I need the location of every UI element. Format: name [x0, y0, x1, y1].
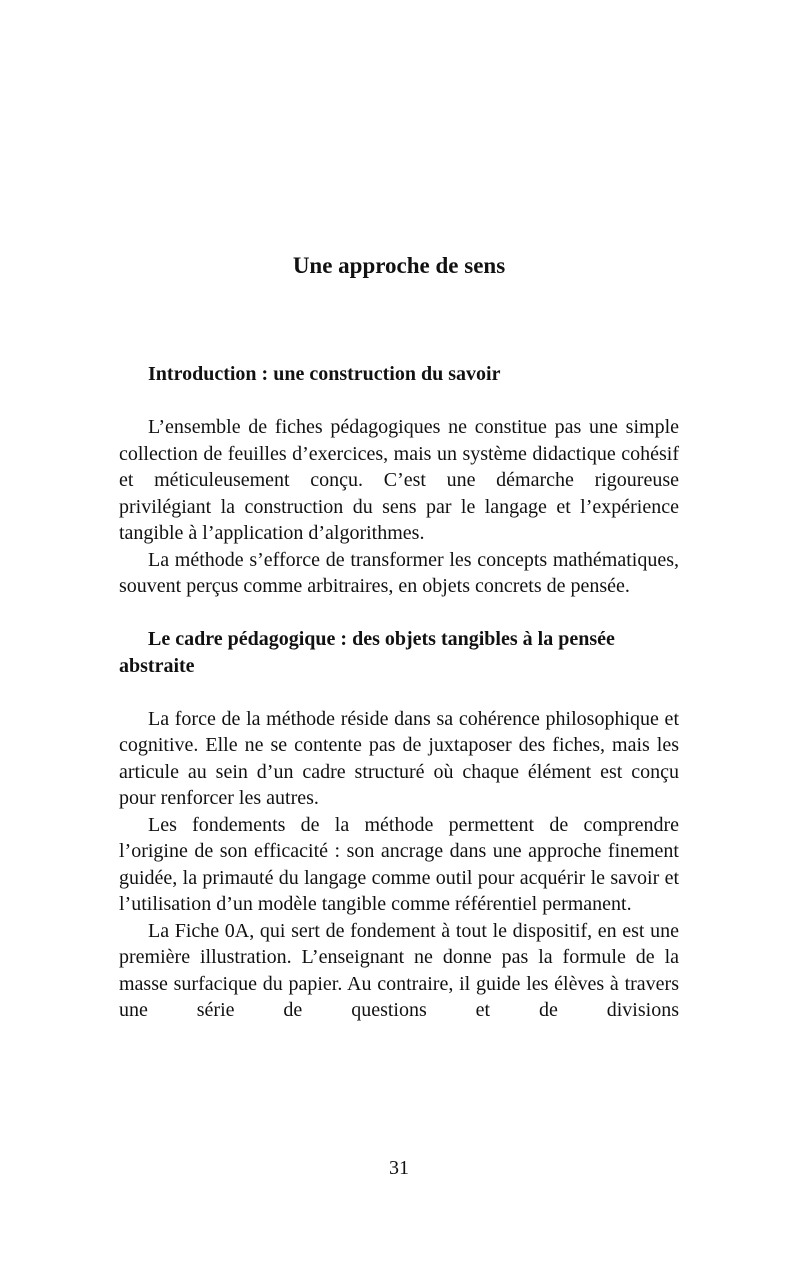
paragraph: Les fondements de la méthode permettent de comprendre l’origine de son efficacité : son ancrage dans une approche finement guidée, la primauté du langage comme outil pour acquérir le savoir et l’utilisation d’un modèle tangible comme référentiel permanent. [119, 813, 679, 915]
section-spacer [119, 600, 679, 627]
section-introduction [119, 361, 679, 600]
page-body [119, 361, 679, 1024]
section-heading: Le cadre pédagogique : des objets tangibles à la pensée abstraite [119, 628, 615, 677]
paragraph: La force de la méthode réside dans sa cohérence philosophique et cognitive. Elle ne se contente pas de juxtaposer des fiches, mais les articule au sein d’un cadre structuré où chaque élément est conçu pour renforcer les autres. [119, 707, 679, 809]
page-number: 31 [389, 1157, 409, 1179]
section-heading: Introduction : une construction du savoir [148, 363, 501, 385]
paragraph: La Fiche 0A, qui sert de fondement à tout le dispositif, en est une première illustration. L’enseignant ne donne pas la formule de la masse surfacique du papier. Au contraire, il guide les élèves à travers une série de questions et de divisions [119, 919, 679, 1021]
book-page [119, 0, 679, 1269]
paragraph: L’ensemble de fiches pédagogiques ne constitue pas une simple collection de feuilles d’exercices, mais un système didactique cohésif et méticuleusement conçu. C’est une démarche rigoureuse privilégiant la construction du sens par le langage et l’expérience tangible à l’application d’algorithmes. [119, 416, 679, 544]
section-cadre-pedagogique [119, 626, 679, 1024]
chapter-title: Une approche de sens [292, 253, 506, 278]
paragraph: La méthode s’efforce de transformer les concepts mathématiques, souvent perçus comme arbitraires, en objets concrets de pensée. [119, 548, 679, 597]
